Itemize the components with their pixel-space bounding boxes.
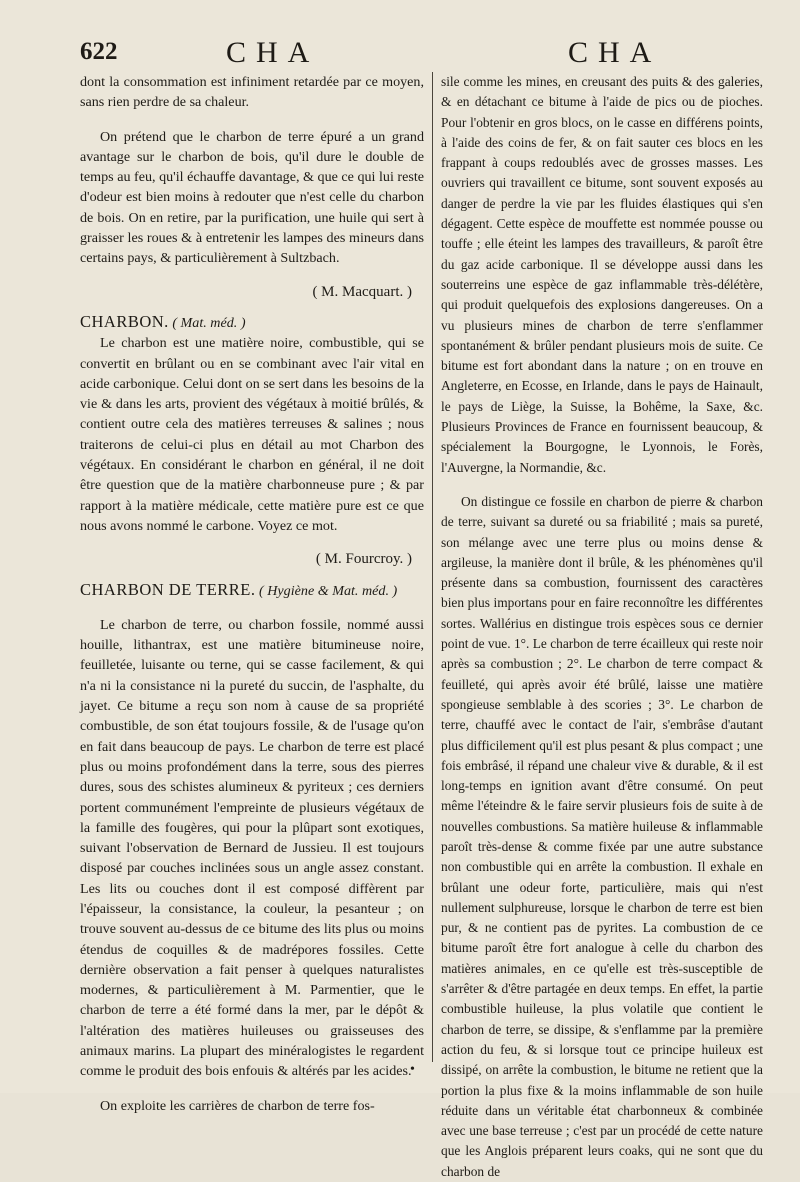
entry-headword: CHARBON. xyxy=(80,311,169,331)
ink-mark: • xyxy=(410,1062,415,1077)
author-attribution: ( M. Fourcroy. ) xyxy=(315,551,412,568)
entry-subject: ( Mat. méd. ) xyxy=(172,314,246,331)
page-number: 622 xyxy=(80,38,118,65)
running-head-left: CHA xyxy=(226,36,320,69)
author-attribution: ( M. Macquart. ) xyxy=(312,283,412,300)
paragraph: Le charbon de terre, ou charbon fossile, nommé aussi houille, lithantrax, est une matière bitumineuse noire, feuilletée, luisante ou terne, qui se casse facilement, & qui n'a ni la consistance ni la pureté du succin, de l'asphalte, du jayet. Ce bitume a reçu son nom à cause de sa propriété combustible, de son état toujours fossile, & de l'usage qu'on en fait dans beaucoup de pays. Le charbon de terre est placé plus ou moins profondément dans la terre, sous des pierres dures, sous des schistes alumineux & pyriteux ; ces derniers portent communément l'empreinte de plusieurs végétaux de la famille des fougères, qui pour la plûpart sont exotiques, suivant l'observation de Bernard de Jussieu. Il est toujours disposé par couches inclinées sous un angle assez constant. Les lits ou couches dont il est composé diffèrent par l'épaisseur, la consistance, la couleur, la pesanteur ; on trouve souvent au-dessus de ce bitume des lits plus ou moins étendus de coquilles & de madrépores fossiles. Cette dernière observation a fait penser à quelques naturalistes modernes, & particulièrement à M. Parmentier, que le charbon de terre a été formé dans la mer, par le dépôt & l'altération des matières huileuses ou graisseuses des animaux marins. La plupart des minéralogistes le regardent comme le produit des bois enfouis & altérés par les acides. xyxy=(80,616,424,1080)
right-column xyxy=(441,72,763,1182)
paragraph: Le charbon est une matière noire, combustible, qui se convertit en brûlant ou en se combinant avec l'air vital en acide carbonique. Celui dont on se sert dans les besoins de la vie & dans les arts, provient des végétaux à moitié brûlés, & contient outre cela des matières terreuses & salines ; nous traiterons de celui-ci plus en détail au mot Charbon des végétaux. En considérant le charbon en général, il ne doit être question que de la matière charbonneuse pure ; & par rapport à la matière médicale, cette matière pure est ce que nous avons nommé le carbone. Voyez ce mot. xyxy=(80,335,424,534)
paragraph: On prétend que le charbon de terre épuré a un grand avantage sur le charbon de bois, qu'il dure le double de temps au feu, qu'il échauffe davantage, & que ce qui lui reste d'odeur est bien moins à redouter que n'est celle du charbon de bois. On en retire, par la purification, une huile qui sert à graisser les roues & à entretenir les lampes des mineurs dans certains pays, & particulièrement à Sultzbach. xyxy=(80,128,424,267)
left-column xyxy=(80,72,424,1116)
paragraph: On distingue ce fossile en charbon de pierre & charbon de terre, suivant sa dureté ou sa friabilité ; mais sa pureté, son mélange avec une terre plus ou moins dense & argileuse, la manière dont il brûle, & les phénomènes qu'il présente dans sa combustion, fournissent des caractères bien plus importans pour en faire reconnoître les différentes sortes. Wallérius en distingue trois espèces sous ce dernier point de vue. 1°. Le charbon de terre écailleux qui reste noir après sa combustion ; 2°. Le charbon de terre compact & feuilleté, qui après avoir été brûlé, laisse une matière spongieuse semblable à des scories ; 3°. Le charbon de terre, chauffé avec le contact de l'air, s'embrâse d'autant plus difficilement qu'il est plus pesant & plus compact ; une fois embrâsé, il répand une chaleur vive & durable, & il est long-temps en ignition avant d'être consumé. On peut même l'éteindre & le faire servir plusieurs fois de suite à de nouvelles combustions. Sa matière huileuse & inflammable paroît très-dense & comme fixée par une autre substance non combustible qui en arrête la combustion. Il exhale en brûlant une odeur forte, particulière, mais qui n'est nullement sulphureuse, lorsque le charbon de terre est bien pur, & ne contient pas de pyrites. La combustion de ce bitume paroît être fort analogue à celle du charbon des matières animales, en ce qu'elle est très-susceptible de s'arrêter & d'être partagée en deux temps. En effet, la partie combustible huileuse, la plus volatile que contient le charbon de terre, se dissipe, & s'enflamme par la première action du feu, & si lorsque tout ce principe huileux est dissipé, on arrête la combustion, le bitume ne retient que la portion la plus fixe & la moins inflammable de son huile réduite dans un véritable état charbonneux & combinée avec une base terreuse ; c'est par un procédé de cette nature que les Anglois préparent leurs coaks, qui ne sont que du charbon de xyxy=(441,493,763,1179)
entry-headword: CHARBON DE TERRE. xyxy=(80,579,256,599)
page-header xyxy=(80,38,770,70)
running-head-right: CHA xyxy=(568,36,662,69)
entry-heading xyxy=(80,312,424,333)
paragraph: On exploite les carrières de charbon de terre fos- xyxy=(100,1097,375,1114)
paragraph: dont la consommation est infiniment retardée par ce moyen, sans rien perdre de sa chaleur. xyxy=(80,74,424,111)
column-rule xyxy=(432,72,433,1062)
paragraph: sile comme les mines, en creusant des puits & des galeries, & en détachant ce bitume à l'aide de pics ou de pioches. Pour l'obtenir en gros blocs, on le casse en différens points, à l'aide des coins de fer, & on fait sauter ces blocs en les frappant à coups redoublés avec de grosses masses. Les ouvriers qui travaillent ce bitume, sont souvent exposés au danger de perdre la vie par les fluides élastiques qui s'en dégagent. Cette espèce de mouffette est nommée pousse ou touffe ; elle éteint les lampes des travailleurs, & paroît être du gaz acide carbonique. Il se développe aussi dans les souterreins une espèce de gaz inflammable très-délétère, qui produit quelquefois des explosions dangereuses. On a vu plusieurs mines de charbon de terre s'enflammer spontanément & brûler pendant plusieurs mois de suite. Ce bitume est fort abondant dans la nature ; on en trouve en Angleterre, en Ecosse, en Irlande, dans le pays de Hainault, le pays de Liège, la Suisse, la Bohême, la Saxe, &c. Plusieurs Provinces de France en fournissent beaucoup, & spécialement la Bourgogne, le Lyonnois, le Forès, l'Auvergne, la Normandie, &c. xyxy=(441,74,763,475)
entry-heading xyxy=(80,580,424,601)
entry-subject: ( Hygiène & Mat. méd. ) xyxy=(259,582,398,599)
